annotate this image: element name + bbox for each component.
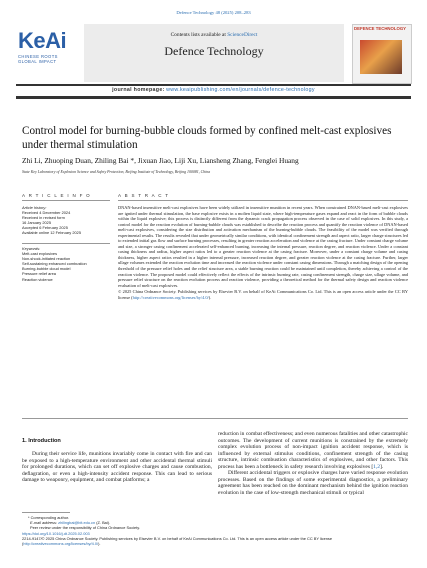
contents-prefix: Contents lists available at	[170, 32, 226, 38]
abstract	[118, 205, 408, 300]
peer-review-note: Peer review under the responsibility of China Ordnance Society.	[30, 525, 141, 530]
affiliation: State Key Laboratory of Explosion Science and Safety Protection, Beijing Institute of Technology, Beijing 100081, China	[22, 170, 211, 174]
history-item: Accepted 6 February 2025	[22, 225, 68, 231]
section-heading: 1. Introduction	[22, 438, 61, 444]
article-info-rule	[22, 200, 110, 201]
copyright-text: © 2025 China Ordnance Society. Publishing services by Elsevier B.V. on behalf of KeAi Communications Co. Ltd. This is an open access article under the CC BY license (	[118, 289, 408, 300]
article-title: Control model for burning-bubble clouds formed by confined melt-cast explosives under thermal stimulation	[22, 125, 392, 151]
footnote-rule	[22, 512, 70, 513]
email-suffix: (Z. Bai).	[95, 520, 111, 525]
publisher-tagline-2: GLOBAL IMPACT	[18, 59, 57, 64]
page-footer	[22, 531, 408, 546]
footer-copyright-text: 2214-9147/© 2025 China Ordnance Society. Publishing services by Elsevier B.V. on behalf of KeAi Communications Co. Ltd. This is an open access article under the CC BY license (	[22, 536, 333, 546]
publisher-logo	[18, 28, 76, 76]
footnotes	[22, 515, 212, 530]
corresponding-author: * Corresponding author.	[28, 515, 70, 520]
intro-right-column	[218, 431, 408, 496]
article-info-heading: A R T I C L E I N F O	[22, 193, 91, 198]
journal-homepage	[16, 87, 411, 93]
history-item: Available online 12 February 2025	[22, 230, 81, 236]
keywords-rule	[22, 243, 110, 244]
keywords	[22, 246, 112, 282]
keywords-label: Keywords:	[22, 246, 41, 251]
publisher-tagline-1: CHINESE ROOTS	[18, 54, 58, 59]
homepage-link[interactable]: www.keaipublishing.com/en/journals/defence-technology	[166, 87, 315, 93]
homepage-label: journal homepage:	[112, 87, 165, 93]
intro-right-paragraph-2: Different accidental triggers or explosive charges have varied response evolution processes. Based on the findings of some experimental diagnostics, a preliminary agreement has been reached on the dominant mechanism behind the ignition reaction evolution in the case of low-strength mechanical stimuli or typical	[218, 470, 408, 496]
abstract-text: DNAN-based insensitive melt-cast explosives have been widely utilized in insensitive munition in recent years. When constrained DNAN-based melt-cast explosives are ignited under thermal stimulation, the base explosive exists in a molten liquid state, where high-temperature gases expand and react in the form of bubble clouds within the liquid explosive; this process is distinctly different from the dynamic crack propagation process observed in the case of solid explosives. In this study, a control model for the reaction evolution of burning-bubble clouds was established to describe the reaction process and quantify the reaction violence of DNAN-based melt-cast explosives, considering the size distribution and activation mechanism of the burning-bubble clouds. The feasibility of the model was verified through experimental results. The results revealed that under geometrically similar conditions, with identical confinement strength and aspect ratio, larger charge structures led to extended initial gas flow and surface burning processes, resulting in greater reaction acceleration and violence at the casing fracture. Under constant charge volume and size, a stronger casing confinement accelerated self-enhanced burning, increasing the internal pressure, reaction degree, and reaction violence. Under a constant casing thickness and radius, higher aspect ratios led to a greater reaction violence at the casing fracture. Moreover, under a constant charge volume and casing thickness, higher aspect ratios resulted in a higher internal pressure, increased reaction degree, and greater reaction violence at the casing fracture. Further, larger ullage volumes extended the reaction evolution time and increased the reaction violence under constant casing dimensions. Through a matching design of the opening threshold of the pressure relief holes and the relief structure area, a stable burning reaction could be maintained until completion, thereby achieving a control of the reaction violence. The proposed model could effectively reflect the effects of the intrinsic burning rate, casing confinement strength, charge size, ullage volume, and pressure relief structure on the reaction evolution process and reaction violence, providing a theoretical method for the thermal safety design and reaction violence evaluation of melt-cast explosives.	[118, 205, 408, 288]
keyword-item[interactable]: Pressure relief area	[22, 271, 56, 277]
intro-left-paragraph: During their service life, munitions invariably come in contact with fire and can be exposed to a high-temperature environment and other accidental thermal stimuli for prolonged durations, which can set off explosive charges and cause combustion, deflagration, or even a high-intensity accident response. This can lead to serious damage to weaponry, equipment, and combat platforms; a	[22, 451, 212, 484]
copyright-end: ).	[208, 294, 212, 300]
keyword-item[interactable]: Self-sustaining enhanced combustion	[22, 261, 87, 267]
intro-right-paragraph-end: ].	[380, 463, 384, 470]
history-item: Received 4 December 2024	[22, 210, 71, 216]
sciencedirect-link[interactable]: ScienceDirect	[227, 32, 258, 38]
header-rule	[16, 84, 411, 86]
abstract-heading: A B S T R A C T	[118, 193, 170, 198]
history-label: Article history:	[22, 205, 47, 210]
email-link[interactable]: zhilingbai@bit.edu.cn	[58, 520, 96, 525]
abstract-rule	[118, 200, 408, 201]
keyword-item[interactable]: Melt-cast explosives	[22, 251, 58, 257]
intro-right-paragraph: reduction in combat effectiveness; and even numerous fatalities and other catastrophic outcomes. The development of current munitions is constrained by the extremely complex evolution process of non-impact ignition accident response, which is influenced by external stimulus conditions, confinement strength of the casing structure, intrinsic combustion characteristics of explosives, and other factors. This process has been a bottleneck in safety research involving explosives [	[218, 431, 408, 470]
abstract-copyright	[118, 289, 408, 300]
license-link[interactable]: http://creativecommons.org/licenses/by/4.0/	[132, 294, 209, 300]
keyword-item[interactable]: Burning-bubble cloud model	[22, 266, 71, 272]
cover-image	[360, 40, 402, 74]
contents-line	[84, 32, 344, 38]
footer-copyright-end: ).	[98, 541, 101, 546]
author-list: Zhi Li, Zhuoping Duan, Zhiling Bai *, Jixuan Jiao, Liji Xu, Liansheng Zhang, Fenglei Huang	[22, 156, 299, 165]
history-item: Received in revised form	[22, 215, 65, 221]
journal-name: Defence Technology	[164, 44, 264, 58]
article-history	[22, 205, 112, 236]
abstract-bottom-rule	[22, 418, 408, 419]
publisher-logo-text: KeAi	[18, 28, 67, 53]
footer-copyright	[22, 536, 408, 546]
history-item: 16 January 2025	[22, 220, 51, 226]
keyword-item[interactable]: Non-shock-initiated reaction	[22, 256, 71, 262]
keyword-item[interactable]: Reaction violence	[22, 276, 53, 282]
doi-link[interactable]: https://doi.org/10.1016/j.dt.2025.02.003	[22, 531, 90, 536]
header-rule-thick	[16, 96, 411, 99]
reference-link[interactable]: 1,2	[373, 463, 381, 470]
footer-license-link[interactable]: http://creativecommons.org/licenses/by/4.0/	[23, 541, 99, 546]
journal-reference[interactable]: Defence Technology 48 (2025) 208–283	[176, 10, 251, 15]
email-label: E-mail address:	[30, 520, 58, 525]
cover-title: DEFENCE TECHNOLOGY	[354, 26, 407, 31]
